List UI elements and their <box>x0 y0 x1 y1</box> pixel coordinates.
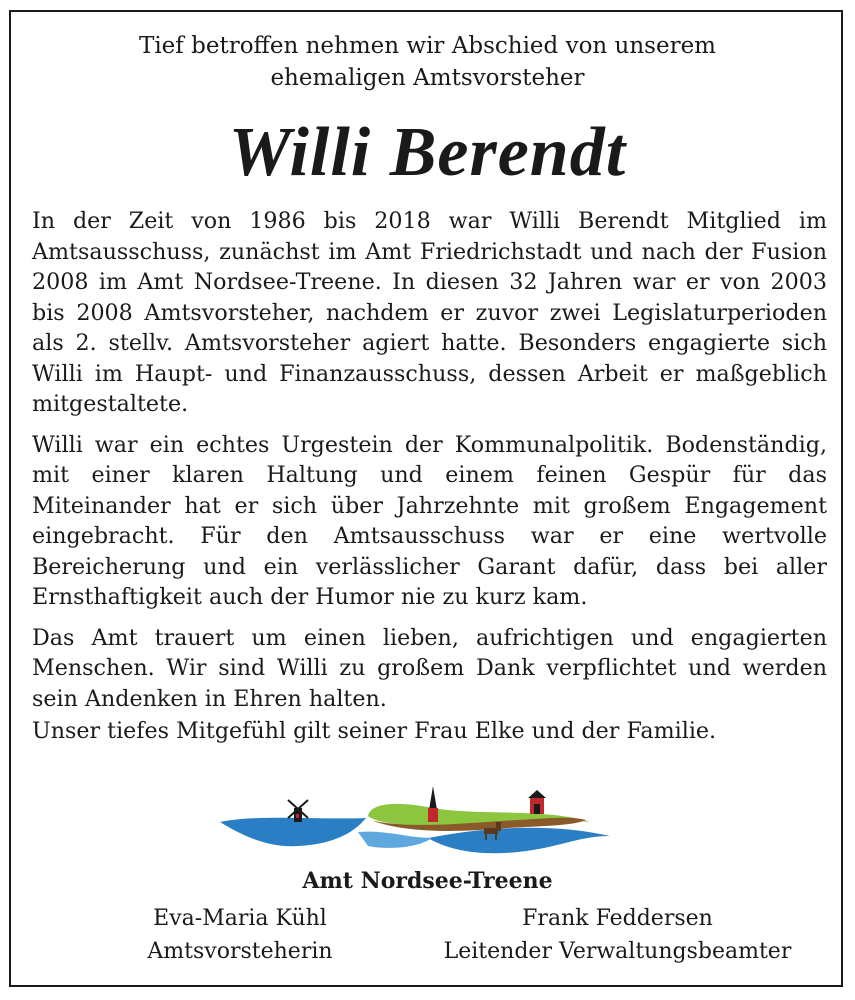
signatory-left <box>100 902 380 968</box>
logo-river-left <box>220 818 366 847</box>
paragraph-mourning: Das Amt trauert um einen lieben, aufrichtigen und engagierten Menschen. Wir sind Willi zu großem Dank verpflichtet und werden sein Andenken in Ehren halten. <box>32 624 827 712</box>
intro-line-2: ehemaligen Amtsvorsteher <box>270 65 585 91</box>
intro-line-1: Tief betroffen nehmen wir Abschied von unserem <box>138 33 716 59</box>
logo-river-right <box>428 828 610 853</box>
paragraph-condolence: Unser tiefes Mitgefühl gilt seiner Frau Elke und der Familie. <box>32 718 717 744</box>
signatory-title: Leitender Verwaltungsbeamter <box>443 939 792 964</box>
deceased-name: Willi Berendt <box>228 114 627 191</box>
amt-nordsee-treene-logo <box>218 786 613 858</box>
signatory-title: Amtsvorsteherin <box>147 939 333 964</box>
logo-river-middle <box>358 832 432 848</box>
signatory-name: Eva-Maria Kühl <box>153 906 327 931</box>
church-icon <box>428 786 438 822</box>
obituary-body <box>32 206 827 757</box>
organization-name: Amt Nordsee-Treene <box>302 868 553 894</box>
intro-text <box>0 30 855 94</box>
signatory-name: Frank Feddersen <box>522 906 713 931</box>
lighthouse-icon <box>528 790 546 814</box>
paragraph-career: In der Zeit von 1986 bis 2018 war Willi Berendt Mitglied im Amtsausschuss, zunächst im Amt Friedrichstadt und nach der Fusion 2008 im Amt Nordsee-Treene. In diesen 32 Jahren war er von 2003 bis 2008 Amtsvorsteher, nachdem er zuvor zwei Legislaturperioden als 2. stellv. Amtsvorsteher agiert hatte. Besonders engagierte sich Willi im Haupt- und Finanzausschuss, dessen Arbeit er maßgeblich mitgestaltete. <box>32 208 827 417</box>
paragraph-character: Willi war ein echtes Urgestein der Kommunalpolitik. Bodenständig, mit einer klaren Haltung und einem feinen Gespür für das Miteinander hat er sich über Jahrzehnte mit großem Engagement eingebracht. Für den Amtsausschuss war er eine wertvolle Bereicherung und ein verlässlicher Garant dafür, dass bei aller Ernsthaftigkeit auch der Humor nie zu kurz kam. <box>32 431 827 610</box>
signatory-right <box>420 902 815 968</box>
